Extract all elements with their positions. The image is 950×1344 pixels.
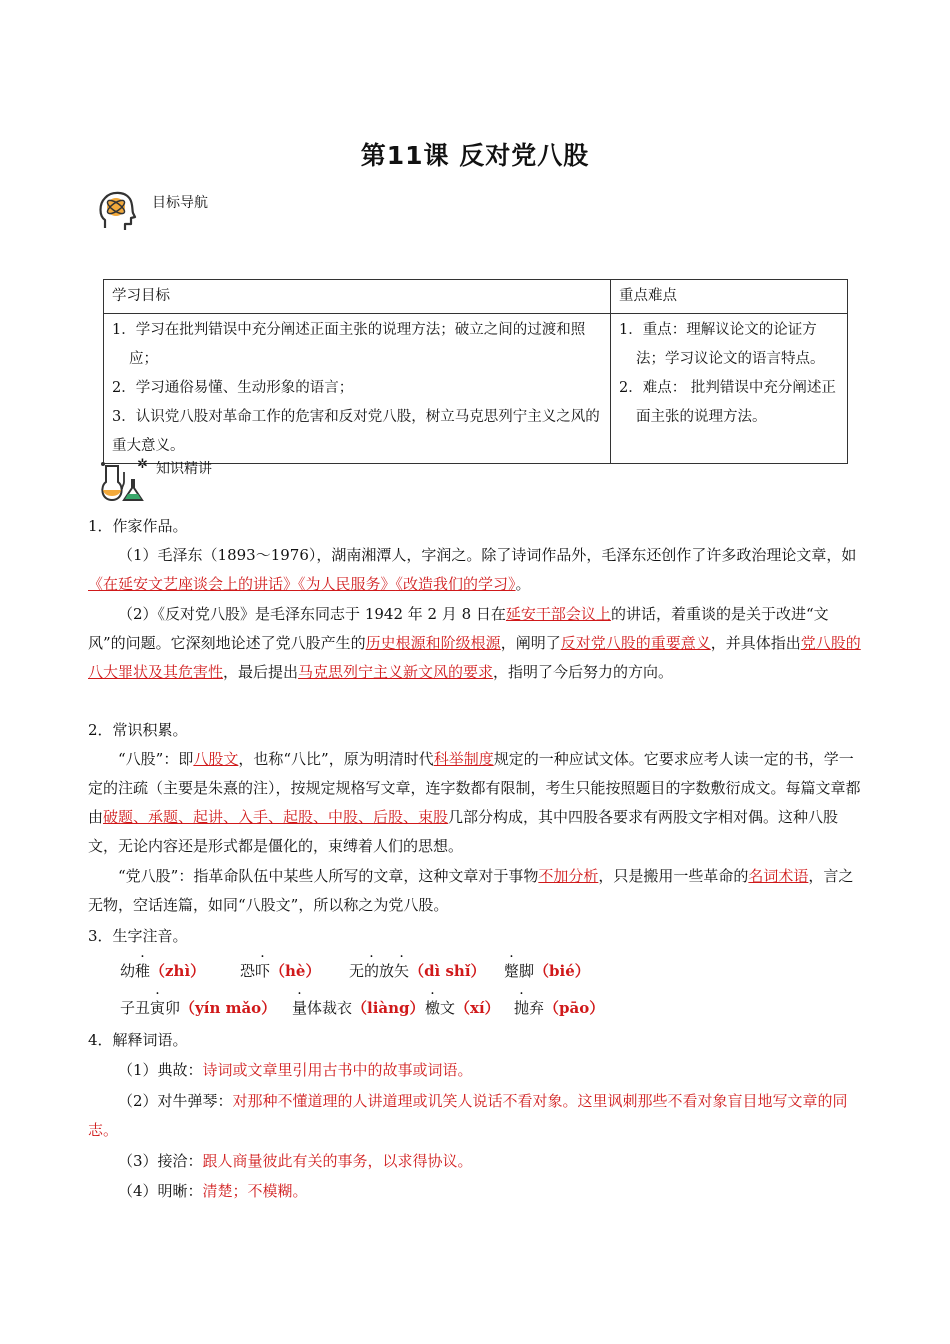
table-header-keypoints: 重点难点 <box>611 280 848 314</box>
pinyin-item: 量体裁衣（liàng） <box>292 999 425 1017</box>
pinyin-item: 檄文（xí） <box>425 999 500 1017</box>
pinyin-item: 无的放矢（dì shǐ） <box>349 962 486 980</box>
keypoint-item: 1．重点：理解议论文的论证方法；学习议论文的语言特点。 <box>619 322 825 367</box>
keypoint-item: 2．难点： 批判错误中充分阐述正面主张的说理方法。 <box>619 380 836 425</box>
s2-paragraph-1: “八股”：即八股文，也称“八比”，原为明清时代科举制度规定的一种应试文体。它要求应考人读一定的书，学一定的注疏（主要是朱熹的注），按规定规格写文章，连字数都有限制，考生只能按照题目的字数敷衍成文。每篇文章都由破题、承题、起讲、入手、起股、中股、后股、束股几部分构成，其中四股各要求有两股文字相对偶。这种八股文，无论内容还是形式都是僵化的，束缚着人们的思想。 <box>88 750 861 855</box>
knowledge-label: 知识精讲 <box>156 461 212 477</box>
s4-heading: 4．解释词语。 <box>88 1031 188 1049</box>
definition-item: （4）明晰：清楚；不模糊。 <box>118 1182 308 1200</box>
head-brain-icon <box>97 188 137 236</box>
definition-item: （2）对牛弹琴：对那种不懂道理的人讲道理或讥笑人说话不看对象。这里讽刺那些不看对象盲目地写文章的同志。 <box>88 1092 848 1139</box>
s3-heading: 3．生字注音。 <box>88 927 188 945</box>
nav-label: 目标导航 <box>152 195 208 211</box>
pinyin-item: 蹩脚（bié） <box>504 962 590 980</box>
s1-paragraph-1: （1）毛泽东（1893～1976），湖南湘潭人，字润之。除了诗词作品外，毛泽东还创作了许多政治理论文章，如《在延安文艺座谈会上的讲话》《为人民服务》《改造我们的学习》。 <box>88 546 857 593</box>
pinyin-item: 幼稚（zhì） <box>120 962 206 980</box>
s1-paragraph-2: （2）《反对党八股》是毛泽东同志于 1942 年 2 月 8 日在延安干部会议上的讲话，着重谈的是关于改进“文风”的问题。它深刻地论述了党八股产生的历史根源和阶级根源，阐明了反对党八股的重要意义，并具体指出党八股的八大罪状及其危害性，最后提出马克思列宁主义新文风的要求，指明了今后努力的方向。 <box>88 605 861 681</box>
definition-item: （1）典故：诗词或文章里引用古书中的故事或词语。 <box>118 1061 473 1079</box>
goal-item: 2．学习通俗易懂、生动形象的语言； <box>112 380 354 396</box>
goal-item: 3．认识党八股对革命工作的危害和反对党八股，树立马克思列宁主义之风的重大意义。 <box>112 409 600 454</box>
goal-item: 1．学习在批判错误中充分阐述正面主张的说理方法；破立之间的过渡和照应； <box>112 322 586 367</box>
goals-table <box>103 279 848 464</box>
definition-item: （3）接洽：跟人商量彼此有关的事务，以求得协议。 <box>118 1152 473 1170</box>
s1-heading: 1．作家作品。 <box>88 517 188 535</box>
keypoints-cell <box>611 314 848 464</box>
pinyin-item: 子丑寅卯（yín mǎo） <box>120 999 277 1017</box>
s2-heading: 2．常识积累。 <box>88 721 188 739</box>
goals-cell <box>104 314 611 464</box>
sparkle-icon: ✲ <box>137 457 148 472</box>
table-header-goals: 学习目标 <box>104 280 611 314</box>
s2-paragraph-2: “党八股”：指革命队伍中某些人所写的文章，这种文章对于事物不加分析，只是搬用一些革命的名词术语，言之无物，空话连篇，如同“八股文”，所以称之为党八股。 <box>88 867 854 914</box>
page-title: 第11课 反对党八股 <box>360 141 590 170</box>
pinyin-item: 抛弃（pāo） <box>514 999 605 1017</box>
pinyin-item: 恐吓（hè） <box>240 962 321 980</box>
